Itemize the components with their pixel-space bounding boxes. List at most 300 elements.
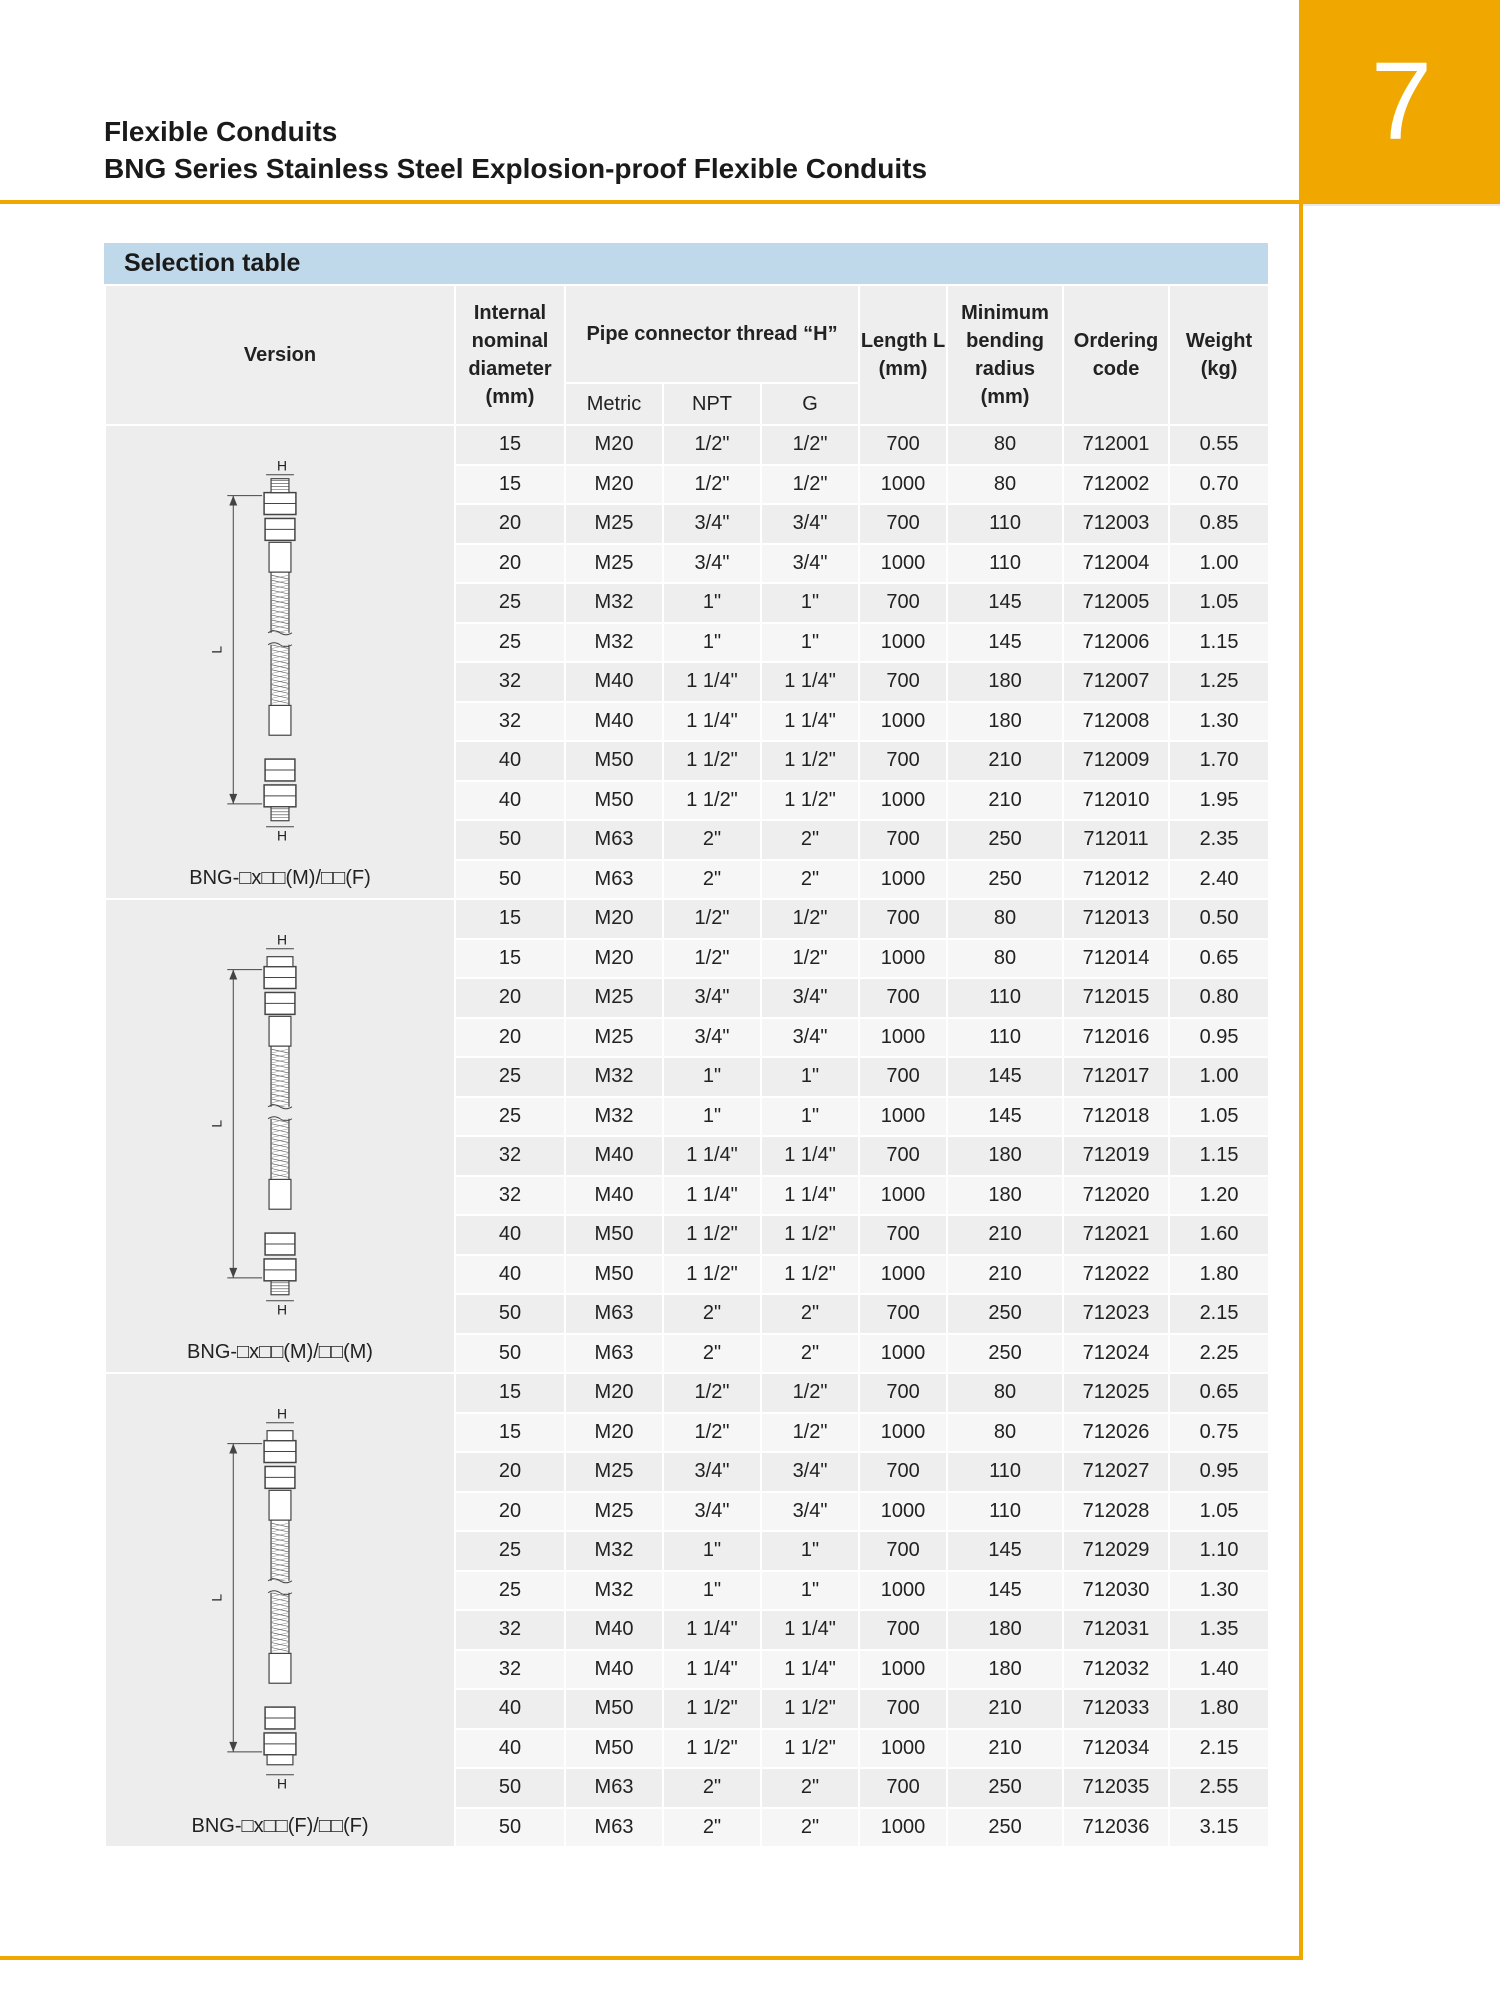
version-cell xyxy=(105,425,455,899)
diameter-cell: 20 xyxy=(455,978,565,1018)
metric-cell: M20 xyxy=(565,425,663,465)
weight-cell: 1.30 xyxy=(1169,702,1269,742)
diagram-l-label: L xyxy=(208,645,225,654)
weight-cell: 2.25 xyxy=(1169,1334,1269,1374)
diameter-cell: 50 xyxy=(455,1294,565,1334)
metric-cell: M25 xyxy=(565,504,663,544)
page-subtitle: BNG Series Stainless Steel Explosion-proof Flexible Conduits xyxy=(104,153,928,184)
selection-table xyxy=(104,284,1270,1848)
npt-cell: 1/2" xyxy=(663,899,761,939)
npt-cell: 1" xyxy=(663,1097,761,1137)
code-cell: 712030 xyxy=(1063,1571,1169,1611)
length-cell: 1000 xyxy=(859,939,947,979)
g-cell: 1 1/2" xyxy=(761,1689,859,1729)
diameter-cell: 50 xyxy=(455,820,565,860)
code-cell: 712034 xyxy=(1063,1729,1169,1769)
diameter-cell: 32 xyxy=(455,662,565,702)
g-cell: 3/4" xyxy=(761,544,859,584)
metric-cell: M25 xyxy=(565,1452,663,1492)
g-cell: 3/4" xyxy=(761,1452,859,1492)
radius-cell: 210 xyxy=(947,741,1063,781)
length-cell: 1000 xyxy=(859,860,947,900)
weight-cell: 1.60 xyxy=(1169,1215,1269,1255)
diameter-cell: 20 xyxy=(455,504,565,544)
diameter-cell: 50 xyxy=(455,1334,565,1374)
code-cell: 712014 xyxy=(1063,939,1169,979)
radius-cell: 180 xyxy=(947,702,1063,742)
g-cell: 1" xyxy=(761,583,859,623)
diagram-h-bottom-label: H xyxy=(276,1775,288,1792)
length-cell: 1000 xyxy=(859,781,947,821)
npt-cell: 1" xyxy=(663,583,761,623)
length-cell: 700 xyxy=(859,1610,947,1650)
length-cell: 700 xyxy=(859,1057,947,1097)
diameter-cell: 15 xyxy=(455,465,565,505)
diameter-cell: 15 xyxy=(455,939,565,979)
diameter-cell: 15 xyxy=(455,425,565,465)
metric-cell: M63 xyxy=(565,1808,663,1848)
g-cell: 3/4" xyxy=(761,504,859,544)
length-cell: 1000 xyxy=(859,1808,947,1848)
header-weight: Weight (kg) xyxy=(1169,285,1269,425)
metric-cell: M32 xyxy=(565,1097,663,1137)
metric-cell: M63 xyxy=(565,820,663,860)
g-cell: 1/2" xyxy=(761,1413,859,1453)
length-cell: 700 xyxy=(859,820,947,860)
header-radius: Minimum bending radius (mm) xyxy=(947,285,1063,425)
npt-cell: 1 1/4" xyxy=(663,1610,761,1650)
g-cell: 2" xyxy=(761,820,859,860)
conduit-drawing xyxy=(227,475,296,827)
metric-cell: M25 xyxy=(565,1492,663,1532)
g-cell: 1/2" xyxy=(761,899,859,939)
weight-cell: 1.30 xyxy=(1169,1571,1269,1611)
radius-cell: 180 xyxy=(947,1650,1063,1690)
header-metric: Metric xyxy=(565,383,663,425)
weight-cell: 1.80 xyxy=(1169,1255,1269,1295)
g-cell: 3/4" xyxy=(761,1018,859,1058)
weight-cell: 1.25 xyxy=(1169,662,1269,702)
weight-cell: 1.15 xyxy=(1169,623,1269,663)
weight-cell: 2.15 xyxy=(1169,1294,1269,1334)
metric-cell: M40 xyxy=(565,1176,663,1216)
length-cell: 1000 xyxy=(859,1650,947,1690)
diameter-cell: 25 xyxy=(455,583,565,623)
npt-cell: 1/2" xyxy=(663,1413,761,1453)
code-cell: 712010 xyxy=(1063,781,1169,821)
npt-cell: 1 1/2" xyxy=(663,1255,761,1295)
code-cell: 712025 xyxy=(1063,1373,1169,1413)
radius-cell: 250 xyxy=(947,1768,1063,1808)
metric-cell: M40 xyxy=(565,662,663,702)
npt-cell: 1 1/2" xyxy=(663,781,761,821)
g-cell: 1 1/4" xyxy=(761,1136,859,1176)
length-cell: 700 xyxy=(859,1136,947,1176)
metric-cell: M32 xyxy=(565,583,663,623)
diameter-cell: 25 xyxy=(455,1097,565,1137)
radius-cell: 110 xyxy=(947,1452,1063,1492)
g-cell: 1" xyxy=(761,623,859,663)
header-length: Length L (mm) xyxy=(859,285,947,425)
diameter-cell: 20 xyxy=(455,1018,565,1058)
metric-cell: M50 xyxy=(565,1215,663,1255)
g-cell: 2" xyxy=(761,1808,859,1848)
g-cell: 1" xyxy=(761,1571,859,1611)
header-version: Version xyxy=(105,285,455,425)
metric-cell: M25 xyxy=(565,978,663,1018)
code-cell: 712035 xyxy=(1063,1768,1169,1808)
diameter-cell: 20 xyxy=(455,1492,565,1532)
diameter-cell: 25 xyxy=(455,1057,565,1097)
length-cell: 1000 xyxy=(859,1571,947,1611)
chapter-tab-edge xyxy=(1303,204,1500,206)
length-cell: 700 xyxy=(859,425,947,465)
g-cell: 1" xyxy=(761,1531,859,1571)
g-cell: 1" xyxy=(761,1057,859,1097)
metric-cell: M25 xyxy=(565,1018,663,1058)
metric-cell: M63 xyxy=(565,1334,663,1374)
length-cell: 700 xyxy=(859,1689,947,1729)
diameter-cell: 25 xyxy=(455,1571,565,1611)
metric-cell: M63 xyxy=(565,1294,663,1334)
npt-cell: 2" xyxy=(663,820,761,860)
radius-cell: 250 xyxy=(947,820,1063,860)
code-cell: 712002 xyxy=(1063,465,1169,505)
code-cell: 712023 xyxy=(1063,1294,1169,1334)
length-cell: 700 xyxy=(859,1531,947,1571)
weight-cell: 2.35 xyxy=(1169,820,1269,860)
diameter-cell: 40 xyxy=(455,1215,565,1255)
diameter-cell: 32 xyxy=(455,702,565,742)
length-cell: 1000 xyxy=(859,1018,947,1058)
radius-cell: 180 xyxy=(947,1610,1063,1650)
metric-cell: M20 xyxy=(565,939,663,979)
metric-cell: M32 xyxy=(565,1057,663,1097)
weight-cell: 1.05 xyxy=(1169,1492,1269,1532)
radius-cell: 110 xyxy=(947,1018,1063,1058)
radius-cell: 110 xyxy=(947,1492,1063,1532)
g-cell: 1 1/2" xyxy=(761,1729,859,1769)
diameter-cell: 15 xyxy=(455,899,565,939)
radius-cell: 250 xyxy=(947,1808,1063,1848)
header-code: Ordering code xyxy=(1063,285,1169,425)
length-cell: 700 xyxy=(859,1452,947,1492)
npt-cell: 1" xyxy=(663,1571,761,1611)
length-cell: 700 xyxy=(859,1373,947,1413)
g-cell: 2" xyxy=(761,1334,859,1374)
npt-cell: 1" xyxy=(663,623,761,663)
radius-cell: 180 xyxy=(947,1136,1063,1176)
code-cell: 712007 xyxy=(1063,662,1169,702)
diameter-cell: 20 xyxy=(455,544,565,584)
code-cell: 712009 xyxy=(1063,741,1169,781)
npt-cell: 2" xyxy=(663,1334,761,1374)
code-cell: 712013 xyxy=(1063,899,1169,939)
code-cell: 712001 xyxy=(1063,425,1169,465)
npt-cell: 3/4" xyxy=(663,544,761,584)
header-rule xyxy=(0,200,1303,204)
code-cell: 712004 xyxy=(1063,544,1169,584)
diagram-h-bottom-label: H xyxy=(276,827,288,844)
npt-cell: 1/2" xyxy=(663,465,761,505)
weight-cell: 0.70 xyxy=(1169,465,1269,505)
diameter-cell: 50 xyxy=(455,860,565,900)
code-cell: 712020 xyxy=(1063,1176,1169,1216)
g-cell: 1 1/2" xyxy=(761,781,859,821)
radius-cell: 80 xyxy=(947,425,1063,465)
radius-cell: 80 xyxy=(947,939,1063,979)
weight-cell: 1.05 xyxy=(1169,583,1269,623)
code-cell: 712029 xyxy=(1063,1531,1169,1571)
code-cell: 712012 xyxy=(1063,860,1169,900)
g-cell: 1/2" xyxy=(761,1373,859,1413)
radius-cell: 250 xyxy=(947,1334,1063,1374)
length-cell: 1000 xyxy=(859,702,947,742)
code-cell: 712036 xyxy=(1063,1808,1169,1848)
weight-cell: 2.15 xyxy=(1169,1729,1269,1769)
diagram-l-label: L xyxy=(208,1593,225,1602)
weight-cell: 3.15 xyxy=(1169,1808,1269,1848)
weight-cell: 0.80 xyxy=(1169,978,1269,1018)
radius-cell: 80 xyxy=(947,1373,1063,1413)
g-cell: 1/2" xyxy=(761,465,859,505)
radius-cell: 110 xyxy=(947,544,1063,584)
radius-cell: 210 xyxy=(947,1255,1063,1295)
weight-cell: 1.00 xyxy=(1169,1057,1269,1097)
g-cell: 1 1/2" xyxy=(761,1215,859,1255)
code-cell: 712024 xyxy=(1063,1334,1169,1374)
weight-cell: 1.10 xyxy=(1169,1531,1269,1571)
weight-cell: 1.35 xyxy=(1169,1610,1269,1650)
radius-cell: 145 xyxy=(947,583,1063,623)
npt-cell: 3/4" xyxy=(663,1018,761,1058)
radius-cell: 80 xyxy=(947,465,1063,505)
g-cell: 3/4" xyxy=(761,978,859,1018)
length-cell: 1000 xyxy=(859,544,947,584)
radius-cell: 250 xyxy=(947,860,1063,900)
g-cell: 1 1/2" xyxy=(761,1255,859,1295)
table-row xyxy=(105,1373,1269,1413)
npt-cell: 1 1/4" xyxy=(663,702,761,742)
npt-cell: 1 1/2" xyxy=(663,1689,761,1729)
radius-cell: 145 xyxy=(947,1097,1063,1137)
npt-cell: 3/4" xyxy=(663,978,761,1018)
metric-cell: M50 xyxy=(565,741,663,781)
g-cell: 3/4" xyxy=(761,1492,859,1532)
length-cell: 1000 xyxy=(859,1334,947,1374)
page-title: Flexible Conduits xyxy=(104,116,338,147)
diameter-cell: 15 xyxy=(455,1373,565,1413)
code-cell: 712005 xyxy=(1063,583,1169,623)
code-cell: 712031 xyxy=(1063,1610,1169,1650)
metric-cell: M63 xyxy=(565,1768,663,1808)
diameter-cell: 25 xyxy=(455,623,565,663)
version-cell xyxy=(105,1373,455,1847)
version-cell xyxy=(105,899,455,1373)
length-cell: 1000 xyxy=(859,1176,947,1216)
diameter-cell: 50 xyxy=(455,1768,565,1808)
metric-cell: M40 xyxy=(565,1610,663,1650)
metric-cell: M32 xyxy=(565,623,663,663)
npt-cell: 3/4" xyxy=(663,504,761,544)
length-cell: 700 xyxy=(859,741,947,781)
g-cell: 1/2" xyxy=(761,425,859,465)
conduit-diagram xyxy=(106,1374,454,1846)
g-cell: 2" xyxy=(761,860,859,900)
radius-cell: 145 xyxy=(947,1531,1063,1571)
code-cell: 712018 xyxy=(1063,1097,1169,1137)
conduit-diagram xyxy=(106,900,454,1372)
code-cell: 712027 xyxy=(1063,1452,1169,1492)
radius-cell: 180 xyxy=(947,1176,1063,1216)
npt-cell: 2" xyxy=(663,1294,761,1334)
npt-cell: 1" xyxy=(663,1057,761,1097)
npt-cell: 2" xyxy=(663,1808,761,1848)
code-cell: 712028 xyxy=(1063,1492,1169,1532)
metric-cell: M25 xyxy=(565,544,663,584)
npt-cell: 1 1/2" xyxy=(663,1215,761,1255)
diameter-cell: 20 xyxy=(455,1452,565,1492)
diameter-cell: 15 xyxy=(455,1413,565,1453)
g-cell: 1 1/4" xyxy=(761,1610,859,1650)
diameter-cell: 40 xyxy=(455,1729,565,1769)
g-cell: 1" xyxy=(761,1097,859,1137)
radius-cell: 250 xyxy=(947,1294,1063,1334)
radius-cell: 145 xyxy=(947,623,1063,663)
length-cell: 700 xyxy=(859,899,947,939)
length-cell: 700 xyxy=(859,504,947,544)
weight-cell: 1.15 xyxy=(1169,1136,1269,1176)
npt-cell: 2" xyxy=(663,860,761,900)
code-cell: 712026 xyxy=(1063,1413,1169,1453)
length-cell: 1000 xyxy=(859,1492,947,1532)
diagram-l-label: L xyxy=(208,1119,225,1128)
radius-cell: 110 xyxy=(947,504,1063,544)
g-cell: 1/2" xyxy=(761,939,859,979)
section-title: Selection table xyxy=(104,243,1268,284)
diagram-h-bottom-label: H xyxy=(276,1301,288,1318)
diameter-cell: 40 xyxy=(455,1255,565,1295)
diameter-cell: 50 xyxy=(455,1808,565,1848)
chapter-tab: 7 xyxy=(1303,0,1500,204)
g-cell: 1 1/2" xyxy=(761,741,859,781)
g-cell: 1 1/4" xyxy=(761,1650,859,1690)
radius-cell: 80 xyxy=(947,899,1063,939)
diameter-cell: 32 xyxy=(455,1610,565,1650)
diameter-cell: 32 xyxy=(455,1136,565,1176)
npt-cell: 3/4" xyxy=(663,1492,761,1532)
npt-cell: 1/2" xyxy=(663,939,761,979)
code-cell: 712032 xyxy=(1063,1650,1169,1690)
weight-cell: 0.65 xyxy=(1169,1373,1269,1413)
npt-cell: 1 1/4" xyxy=(663,1136,761,1176)
weight-cell: 0.65 xyxy=(1169,939,1269,979)
g-cell: 1 1/4" xyxy=(761,1176,859,1216)
metric-cell: M20 xyxy=(565,899,663,939)
metric-cell: M32 xyxy=(565,1571,663,1611)
code-cell: 712015 xyxy=(1063,978,1169,1018)
header-g: G xyxy=(761,383,859,425)
code-cell: 712006 xyxy=(1063,623,1169,663)
weight-cell: 1.20 xyxy=(1169,1176,1269,1216)
length-cell: 700 xyxy=(859,1294,947,1334)
weight-cell: 1.70 xyxy=(1169,741,1269,781)
metric-cell: M20 xyxy=(565,1413,663,1453)
version-label: BNG-□x□□(F)/□□(F) xyxy=(191,1815,369,1837)
length-cell: 700 xyxy=(859,583,947,623)
code-cell: 712019 xyxy=(1063,1136,1169,1176)
header-diameter: Internal nominal diameter (mm) xyxy=(455,285,565,425)
version-label: BNG-□x□□(M)/□□(F) xyxy=(189,867,371,889)
npt-cell: 1 1/2" xyxy=(663,1729,761,1769)
weight-cell: 1.00 xyxy=(1169,544,1269,584)
npt-cell: 1" xyxy=(663,1531,761,1571)
g-cell: 2" xyxy=(761,1768,859,1808)
npt-cell: 1 1/2" xyxy=(663,741,761,781)
diameter-cell: 40 xyxy=(455,1689,565,1729)
conduit-drawing xyxy=(227,949,296,1301)
weight-cell: 1.95 xyxy=(1169,781,1269,821)
npt-cell: 1 1/4" xyxy=(663,1650,761,1690)
length-cell: 1000 xyxy=(859,1255,947,1295)
code-cell: 712017 xyxy=(1063,1057,1169,1097)
weight-cell: 2.55 xyxy=(1169,1768,1269,1808)
weight-cell: 0.85 xyxy=(1169,504,1269,544)
code-cell: 712016 xyxy=(1063,1018,1169,1058)
npt-cell: 1/2" xyxy=(663,425,761,465)
table-row xyxy=(105,425,1269,465)
npt-cell: 1 1/4" xyxy=(663,1176,761,1216)
code-cell: 712021 xyxy=(1063,1215,1169,1255)
code-cell: 712033 xyxy=(1063,1689,1169,1729)
metric-cell: M40 xyxy=(565,702,663,742)
metric-cell: M20 xyxy=(565,1373,663,1413)
code-cell: 712011 xyxy=(1063,820,1169,860)
code-cell: 712022 xyxy=(1063,1255,1169,1295)
weight-cell: 1.40 xyxy=(1169,1650,1269,1690)
length-cell: 700 xyxy=(859,978,947,1018)
radius-cell: 145 xyxy=(947,1571,1063,1611)
g-cell: 2" xyxy=(761,1294,859,1334)
npt-cell: 3/4" xyxy=(663,1452,761,1492)
metric-cell: M32 xyxy=(565,1531,663,1571)
g-cell: 1 1/4" xyxy=(761,662,859,702)
radius-cell: 210 xyxy=(947,1729,1063,1769)
length-cell: 1000 xyxy=(859,623,947,663)
length-cell: 700 xyxy=(859,1768,947,1808)
diagram-h-top-label: H xyxy=(276,457,288,474)
conduit-diagram xyxy=(106,426,454,898)
g-cell: 1 1/4" xyxy=(761,702,859,742)
length-cell: 1000 xyxy=(859,1413,947,1453)
diameter-cell: 32 xyxy=(455,1650,565,1690)
metric-cell: M50 xyxy=(565,1729,663,1769)
code-cell: 712003 xyxy=(1063,504,1169,544)
metric-cell: M63 xyxy=(565,860,663,900)
weight-cell: 0.75 xyxy=(1169,1413,1269,1453)
radius-cell: 145 xyxy=(947,1057,1063,1097)
radius-cell: 210 xyxy=(947,781,1063,821)
length-cell: 700 xyxy=(859,1215,947,1255)
weight-cell: 0.95 xyxy=(1169,1018,1269,1058)
header-npt: NPT xyxy=(663,383,761,425)
npt-cell: 2" xyxy=(663,1768,761,1808)
code-cell: 712008 xyxy=(1063,702,1169,742)
weight-cell: 0.50 xyxy=(1169,899,1269,939)
diagram-h-top-label: H xyxy=(276,931,288,948)
diagram-h-top-label: H xyxy=(276,1405,288,1422)
radius-cell: 210 xyxy=(947,1215,1063,1255)
